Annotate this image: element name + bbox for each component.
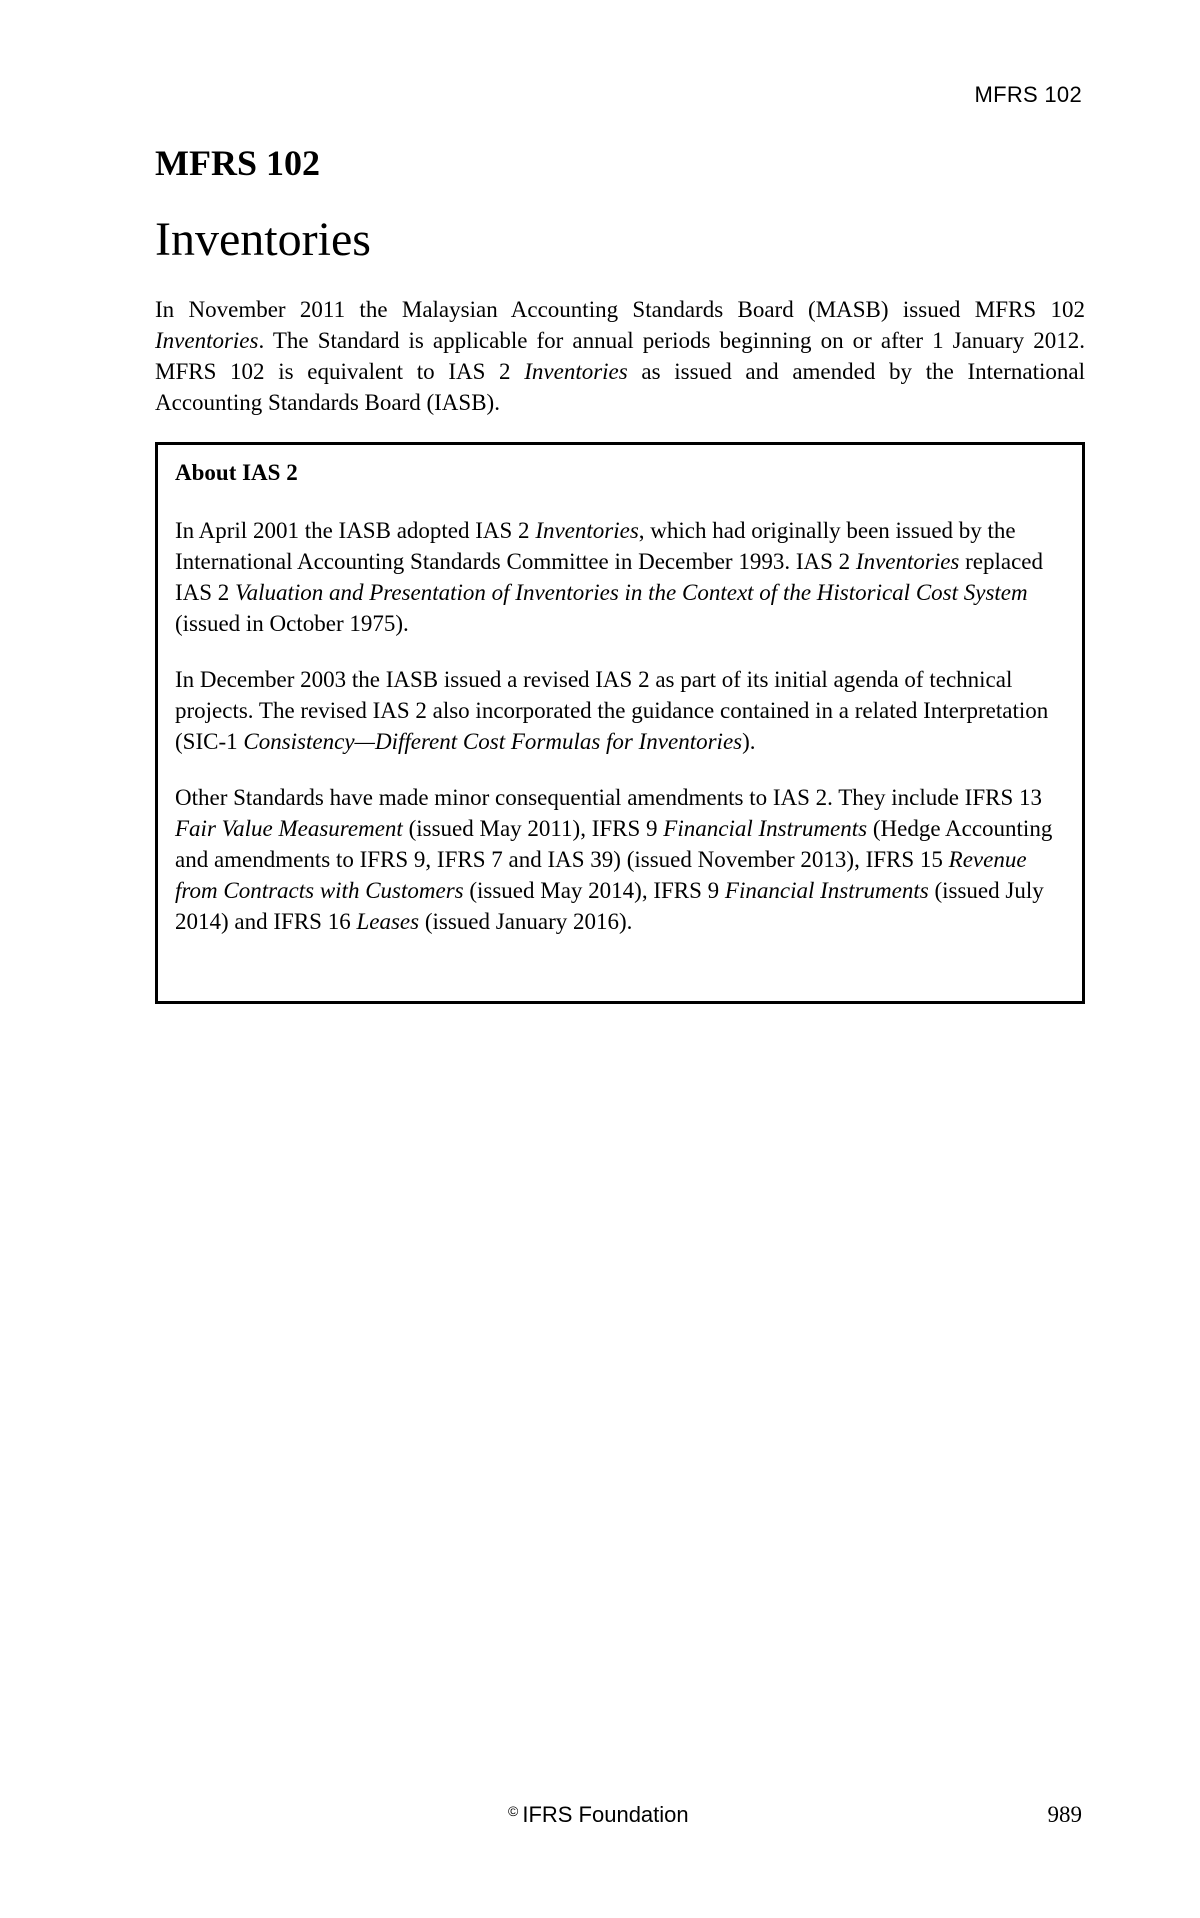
italic-title-run: Financial Instruments bbox=[724, 878, 929, 903]
text-run: (issued May 2014), IFRS 9 bbox=[463, 878, 725, 903]
copyright-text: IFRS Foundation bbox=[522, 1802, 689, 1827]
italic-title-run: Inventories bbox=[155, 328, 259, 353]
text-run: In November 2011 the Malaysian Accounting Standards Board (MASB) issued MFRS 102 bbox=[155, 297, 1085, 322]
text-run: (issued January 2016). bbox=[419, 909, 633, 934]
about-paragraph-adoption bbox=[175, 515, 1065, 639]
about-ias2-box bbox=[155, 442, 1085, 1004]
text-run: In April 2001 the IASB adopted IAS 2 bbox=[175, 518, 536, 543]
italic-title-run: Leases bbox=[356, 909, 420, 934]
standard-title: Inventories bbox=[155, 213, 371, 266]
intro-paragraph bbox=[155, 294, 1085, 418]
text-run: , which had originally been issued by the International Accounting Standards Committee in December 1993. IAS 2 bbox=[175, 518, 1016, 574]
text-run: replaced IAS 2 bbox=[175, 549, 1044, 605]
text-run: (issued May 2011), IFRS 9 bbox=[402, 816, 664, 841]
italic-title-run: Fair Value Measurement bbox=[175, 816, 403, 841]
standard-number: MFRS 102 bbox=[155, 143, 320, 183]
italic-title-run: Revenue from Contracts with Customers bbox=[175, 847, 1027, 903]
italic-title-run: Financial Instruments bbox=[663, 816, 868, 841]
about-paragraph-revision bbox=[175, 664, 1065, 757]
text-run: (issued July 2014) and IFRS 16 bbox=[175, 878, 1044, 934]
text-run: In December 2003 the IASB issued a revised IAS 2 as part of its initial agenda of technical projects. The revised IAS 2 also incorporated the guidance contained in a related Interpretation (SIC-1 bbox=[175, 667, 1049, 754]
page-number: 989 bbox=[1047, 1802, 1082, 1827]
about-box-heading: About IAS 2 bbox=[175, 460, 298, 485]
text-run: Other Standards have made minor consequential amendments to IAS 2. They include IFRS 13 bbox=[175, 785, 1043, 810]
text-run: ). bbox=[742, 729, 756, 754]
italic-title-run: Valuation and Presentation of Inventories in the Context of the Historical Cost System bbox=[235, 580, 1028, 605]
footer-copyright bbox=[508, 1802, 689, 1828]
italic-title-run: Inventories bbox=[855, 549, 960, 574]
italic-title-run: Inventories bbox=[535, 518, 639, 543]
text-run: as issued and amended by the International Accounting Standards Board (IASB). bbox=[155, 359, 1085, 415]
text-run: (Hedge Accounting and amendments to IFRS 9, IFRS 7 and IAS 39) (issued November 2013), IFRS 15 bbox=[175, 816, 1053, 872]
italic-title-run: Consistency—Different Cost Formulas for Inventories bbox=[243, 729, 743, 754]
text-run: . The Standard is applicable for annual periods beginning on or after 1 January 2012. MFRS 102 is equivalent to IAS 2 bbox=[155, 328, 1085, 384]
text-run: (issued in October 1975). bbox=[175, 611, 409, 636]
running-header: MFRS 102 bbox=[974, 82, 1082, 107]
about-paragraph-amendments bbox=[175, 782, 1065, 937]
italic-title-run: Inventories bbox=[524, 359, 628, 384]
copyright-symbol: © bbox=[508, 1803, 519, 1819]
